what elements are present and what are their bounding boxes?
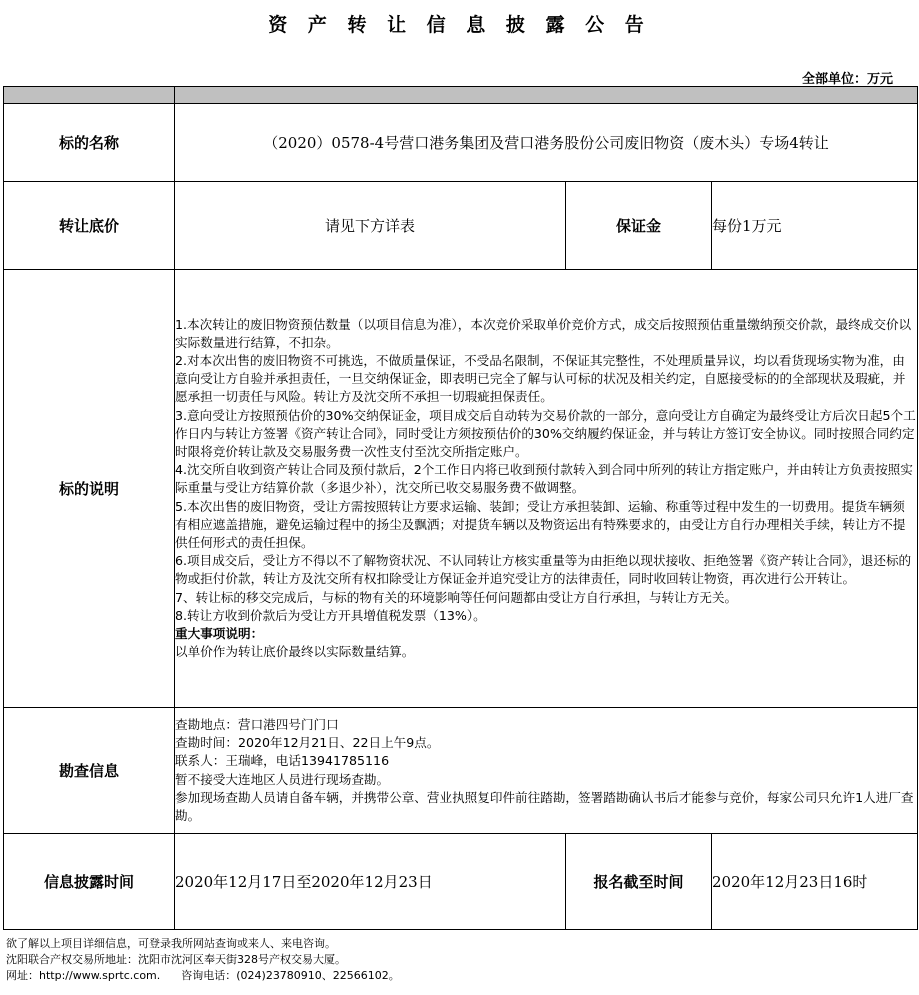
base-price-value: 请见下方详表 <box>175 182 566 270</box>
deadline-value: 2020年12月23日16时 <box>712 834 918 930</box>
row-description <box>4 270 918 708</box>
row-survey <box>4 708 918 834</box>
row-times <box>4 834 918 930</box>
description-label: 标的说明 <box>4 270 175 708</box>
survey-line: 联系人：王瑞峰，电话13941785116 <box>175 753 390 769</box>
description-content <box>175 270 918 708</box>
description-item: 7、转让标的移交完成后，与标的物有关的环境影响等任何问题都由受让方自行承担，与转让方无关。 <box>175 589 738 605</box>
footer-line: 沈阳联合产权交易所地址：沈阳市沈河区奉天街328号产权交易大厦。 <box>6 953 346 966</box>
deadline-label: 报名截至时间 <box>566 834 712 930</box>
major-matters-label: 重大事项说明： <box>175 626 264 642</box>
description-item: 2.对本次出售的废旧物资不可挑选，不做质量保证，不受品名限制，不保证其完整性，不处理质量异议，均以看货现场实物为准，由意向受让方自验并承担责任，一旦交纳保证金，即表明已完全了解与认可标的状况及相关约定，自愿接受标的的全部现状及瑕疵，并愿承担一切责任与风险。转让方及沈交所不承担一切瑕疵担保责任。 <box>175 352 906 405</box>
row-base-price <box>4 182 918 270</box>
row-subject-name <box>4 104 918 182</box>
description-item: 1.本次转让的废旧物资预估数量（以项目信息为准），本次竞价采取单价竞价方式，成交后按照预估重量缴纳预交价款，最终成交价以实际数量进行结算，不扣杂。 <box>175 316 912 350</box>
subject-name-value: （2020）0578-4号营口港务集团及营口港务股份公司废旧物资（废木头）专场4转让 <box>175 104 918 182</box>
disclosure-time-value: 2020年12月17日至2020年12月23日 <box>175 834 566 930</box>
footer-line: 欲了解以上项目详细信息，可登录我所网站查询或来人、来电咨询。 <box>6 937 336 950</box>
description-item: 5.本次出售的废旧物资，受让方需按照转让方要求运输、装卸；受让方承担装卸、运输、称重等过程中发生的一切费用。提货车辆须有相应遮盖措施，避免运输过程中的扬尘及飘洒；对提货车辆以及物资运出有特殊要求的，由受让方自行办理相关手续，转让方不提供任何形式的责任担保。 <box>175 498 906 550</box>
header-gray-row <box>4 87 918 104</box>
survey-line: 查勘地点：营口港四号门门口 <box>175 716 339 732</box>
page-title: 资 产 转 让 信 息 披 露 公 告 <box>268 14 651 36</box>
survey-line: 查勘时间：2020年12月21日、22日上午9点。 <box>175 735 440 751</box>
deposit-value: 每份1万元 <box>712 182 918 270</box>
description-item: 4.沈交所自收到资产转让合同及预付款后，2个工作日内将已收到预付款转入到合同中所列的转让方指定账户，并由转让方负责按照实际重量与受让方结算价款（多退少补），沈交所已收交易服务费不做调整。 <box>175 462 913 496</box>
disclosure-table <box>3 86 918 930</box>
disclosure-time-label: 信息披露时间 <box>4 834 175 930</box>
survey-line: 参加现场查勘人员请自备车辆，并携带公章、营业执照复印件前往踏勘，签署踏勘确认书后才能参与竞价，每家公司只允许1人进厂查勘。 <box>175 789 914 823</box>
base-price-label: 转让底价 <box>4 182 175 270</box>
gray-cell-left <box>4 87 175 104</box>
subject-name-label: 标的名称 <box>4 104 175 182</box>
survey-content <box>175 708 918 834</box>
unit-note: 全部单位：万元 <box>801 72 893 87</box>
major-matters-text: 以单价作为转让底价最终以实际数量结算。 <box>175 644 415 660</box>
deposit-label: 保证金 <box>566 182 712 270</box>
description-item: 3.意向受让方按照预估价的30%交纳保证金，项目成交后自动转为交易价款的一部分，意向受让方自确定为最终受让方后次日起5个工作日内与转让方签署《资产转让合同》，同时受让方须按预估价的30%交纳履约保证金，并与转让方签订安全协议。同时按照合同约定时限将竞价转让款及交易服务费一次性支付至沈交所指定账户。 <box>175 407 916 459</box>
footer-line: 网址：http://www.sprtc.com. 咨询电话：(024)23780910、22566102。 <box>6 969 400 982</box>
description-item: 6.项目成交后，受让方不得以不了解物资状况、不认同转让方核实重量等为由拒绝以现状接收、拒绝签署《资产转让合同》，退还标的物或拒付价款，转让方及沈交所有权扣除受让方保证金并追究受让方的法律责任，同时收回转让物资，再次进行公开转让。 <box>175 553 912 587</box>
survey-label: 勘查信息 <box>4 708 175 834</box>
survey-line: 暂不接受大连地区人员进行现场查勘。 <box>175 771 390 787</box>
description-item: 8.转让方收到价款后为受让方开具增值税发票（13%）。 <box>175 607 486 623</box>
footer <box>6 936 400 984</box>
gray-cell-right <box>175 87 918 104</box>
